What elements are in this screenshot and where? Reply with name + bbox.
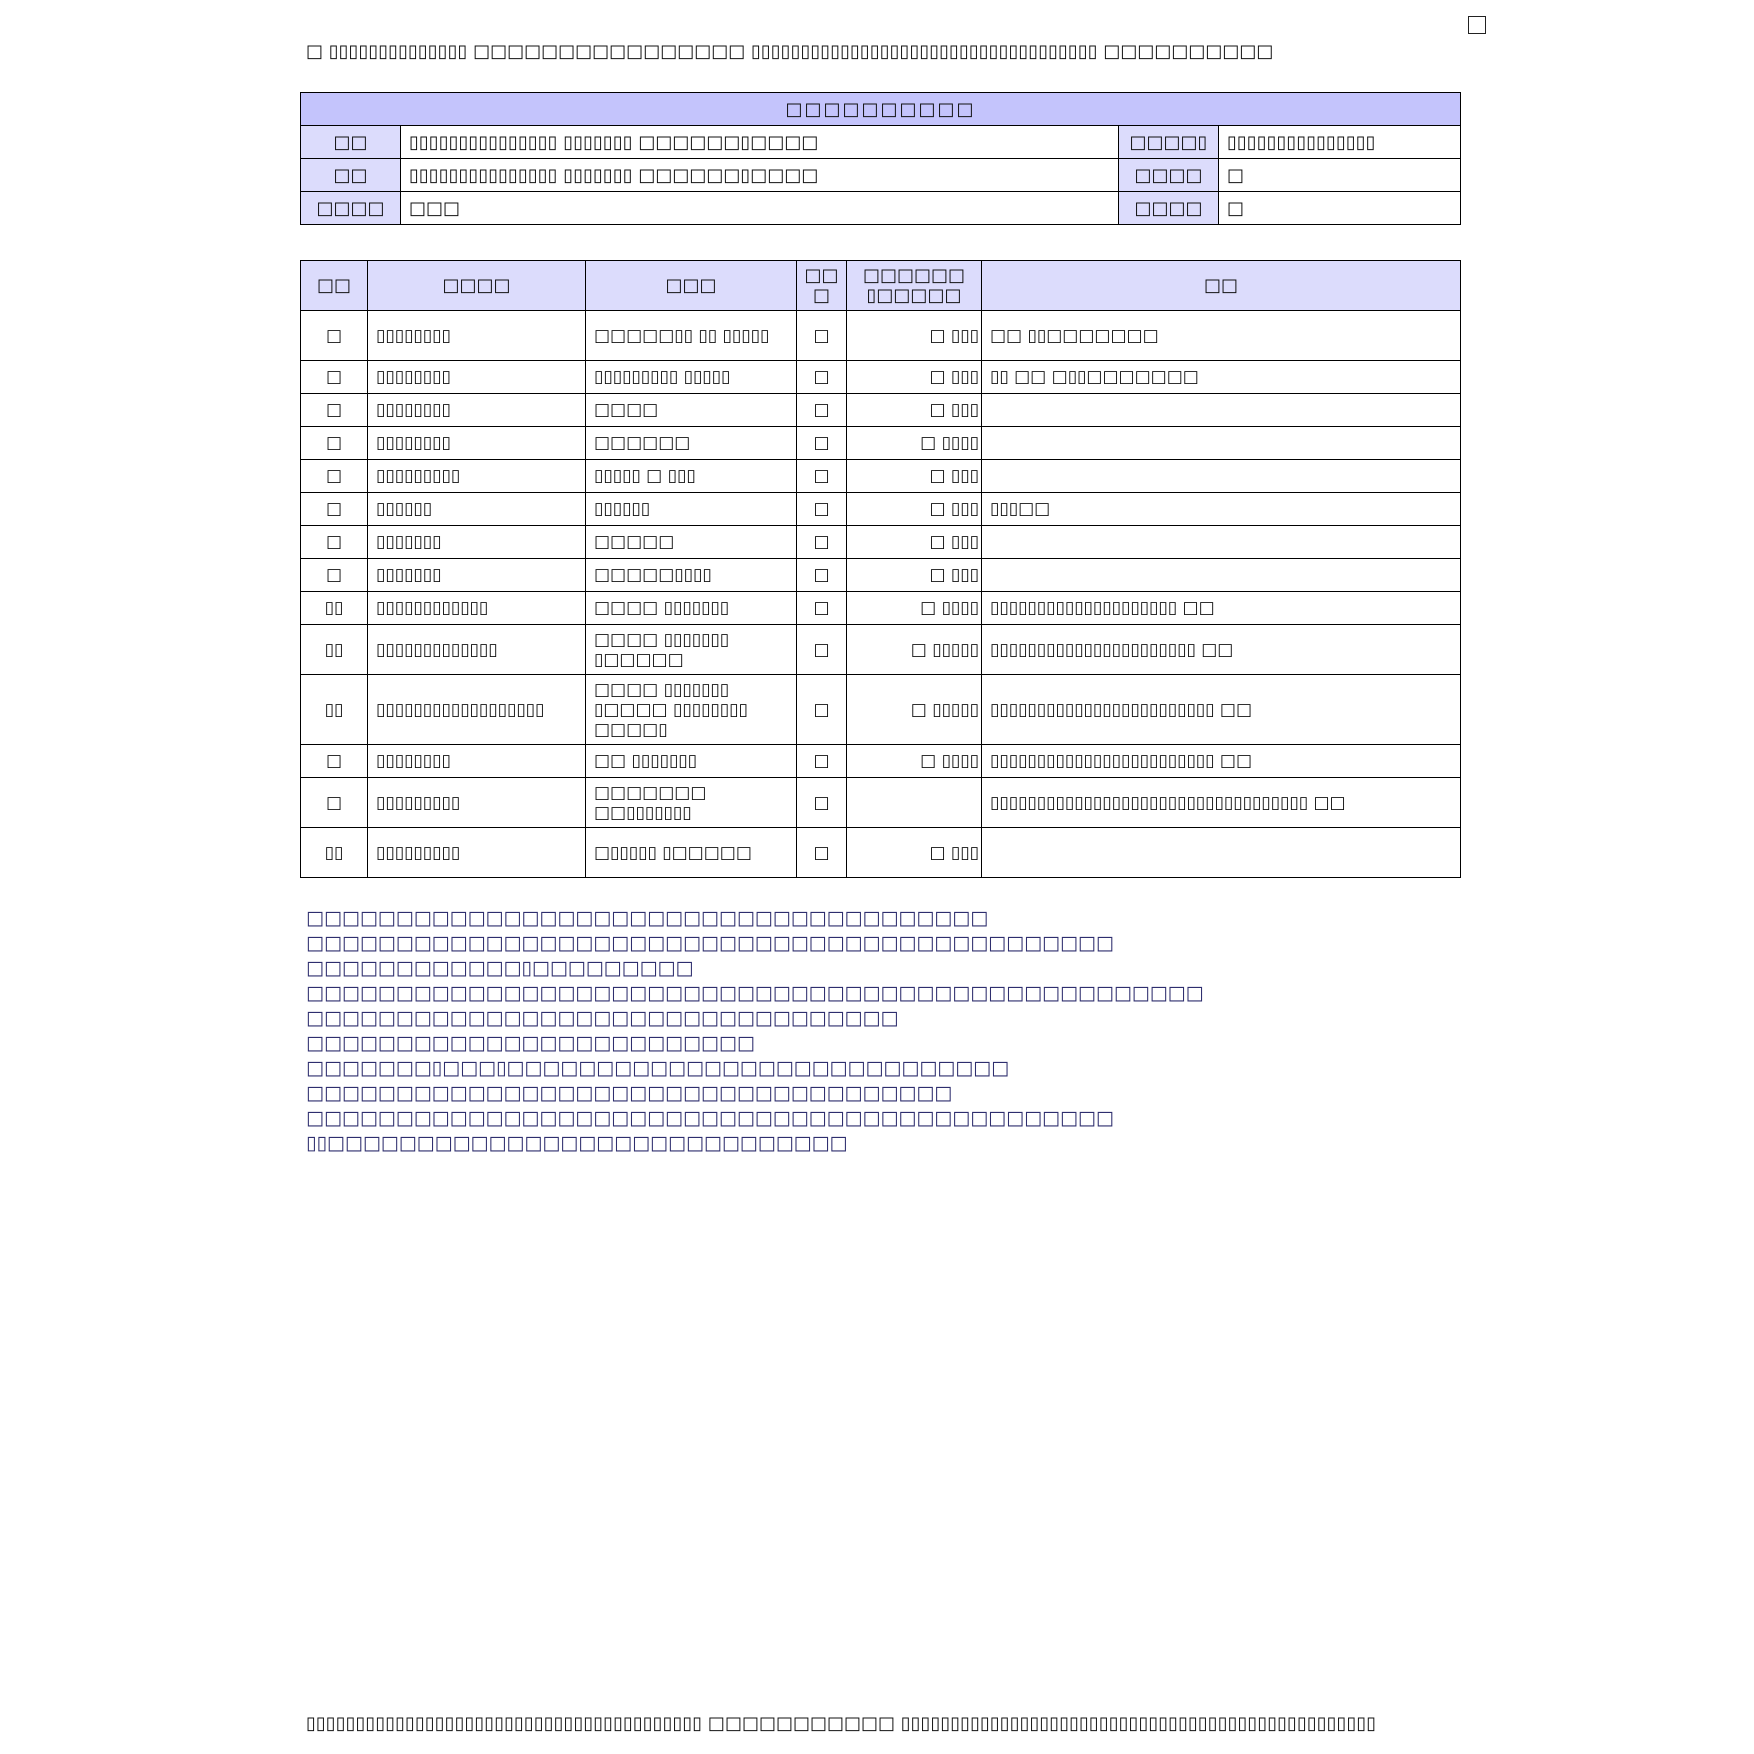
cell-included: □ xyxy=(797,460,847,493)
info-table xyxy=(300,92,1461,225)
cell-included: □ xyxy=(797,778,847,828)
info-value: ▯▯▯▯▯▯▯▯▯▯▯▯▯▯▯ ▯▯▯▯▯▯▯ □□□□□□▯□□□□ xyxy=(401,159,1119,192)
cell-note xyxy=(982,526,1461,559)
cell-code: ▯▯▯▯▯▯▯▯ xyxy=(368,394,586,427)
cell-name: □□□□□▯▯ ▯▯ ▯▯▯▯▯ xyxy=(586,311,797,361)
cell-value: □ ▯▯▯▯▯ xyxy=(847,625,982,675)
table-row xyxy=(301,745,1461,778)
column-header-name: □□□ xyxy=(586,261,797,311)
note-line: □□□□□□□▯□□□▯□□□□□□□□□□□□□□□□□□□□□□□□□□□□ xyxy=(306,1057,1010,1079)
cell-value: □ ▯▯▯▯ xyxy=(847,745,982,778)
info-label: □□□□▯ xyxy=(1119,126,1219,159)
cell-included: □ xyxy=(797,675,847,745)
cell-code: ▯▯▯▯▯▯▯▯▯▯▯▯ xyxy=(368,592,586,625)
note-line: □□□□□□□□□□□□□□□□□□□□□□□□□□□□□□□□□□□□□□□□□□□□□ xyxy=(306,1107,1114,1129)
cell-no: □ xyxy=(301,311,368,361)
note-line: □□□□□□□□□□□□▯□□□□□□□□□ xyxy=(306,957,694,979)
cell-note: ▯▯▯□□ xyxy=(982,493,1461,526)
column-header-no: □□ xyxy=(301,261,368,311)
cell-note: ▯▯▯▯▯▯▯▯▯▯▯▯▯▯▯▯▯▯▯▯▯▯▯▯▯▯▯▯▯▯▯▯▯▯ □□ xyxy=(982,778,1461,828)
cell-value: □ ▯▯▯ xyxy=(847,460,982,493)
table-row xyxy=(301,625,1461,675)
info-value: □ xyxy=(1219,159,1461,192)
cell-code: ▯▯▯▯▯▯▯ xyxy=(368,526,586,559)
table-row xyxy=(301,361,1461,394)
cell-value: □ ▯▯▯▯ xyxy=(847,427,982,460)
column-header-code: □□□□ xyxy=(368,261,586,311)
info-value: ▯▯▯▯▯▯▯▯▯▯▯▯▯▯▯ xyxy=(1219,126,1461,159)
cell-name: □□□□□□ xyxy=(586,427,797,460)
column-header-value: □□□□□□ ▯□□□□□ xyxy=(847,261,982,311)
note-line: □□□□□□□□□□□□□□□□□□□□□□□□□□□□□□□□□□□□□□□□□□□□□ xyxy=(306,932,1114,954)
note-line: □□□□□□□□□□□□□□□□□□□□□□□□□□□□□□□□□□□□□□ xyxy=(306,907,989,929)
cell-name: □▯▯▯▯▯ ▯□□□□□ xyxy=(586,828,797,878)
column-header-included: □□ □ xyxy=(797,261,847,311)
cell-code: ▯▯▯▯▯▯▯▯▯▯▯▯▯▯▯▯▯▯ xyxy=(368,675,586,745)
note-line: □□□□□□□□□□□□□□□□□□□□□□□□□□□□□□□□□□□□ xyxy=(306,1082,953,1104)
cell-included: □ xyxy=(797,311,847,361)
table-row xyxy=(301,460,1461,493)
table-row xyxy=(301,675,1461,745)
cell-note: ▯▯▯▯▯▯▯▯▯▯▯▯▯▯▯▯▯▯▯▯ □□ xyxy=(982,592,1461,625)
cell-included: □ xyxy=(797,559,847,592)
cell-name: □□□□ ▯▯▯▯▯▯▯ ▯□□□□□ xyxy=(586,625,797,675)
column-header-note: □□ xyxy=(982,261,1461,311)
corner-checkbox-mark xyxy=(1468,16,1486,34)
info-label: □□□□ xyxy=(1119,159,1219,192)
cell-value: □ ▯▯▯▯▯ xyxy=(847,675,982,745)
table-row xyxy=(301,778,1461,828)
notes-section xyxy=(306,906,1466,1156)
table-row xyxy=(301,828,1461,878)
cell-included: □ xyxy=(797,493,847,526)
cell-note xyxy=(982,394,1461,427)
cell-code: ▯▯▯▯▯▯▯▯▯ xyxy=(368,460,586,493)
table-row xyxy=(301,559,1461,592)
cell-included: □ xyxy=(797,745,847,778)
info-row xyxy=(301,192,1461,225)
page-footer: ▯▯▯▯▯▯▯▯▯▯▯▯▯▯▯▯▯▯▯▯▯▯▯▯▯▯▯▯▯▯▯▯▯▯▯▯▯▯▯▯ □□□□□□□□□□□ ▯▯▯▯▯▯▯▯▯▯▯▯▯▯▯▯▯▯▯▯▯▯▯▯▯▯▯▯▯▯▯▯▯▯▯▯▯▯▯▯▯▯▯▯▯▯▯▯ xyxy=(306,1713,1377,1734)
cell-name: □□ ▯▯▯▯▯▯▯ xyxy=(586,745,797,778)
cell-code: ▯▯▯▯▯▯▯ xyxy=(368,559,586,592)
info-value: □□□ xyxy=(401,192,1119,225)
cell-no: ▯▯ xyxy=(301,828,368,878)
cell-code: ▯▯▯▯▯▯ xyxy=(368,493,586,526)
cell-value: □ ▯▯▯ xyxy=(847,361,982,394)
cell-name: ▯▯▯▯▯ □ ▯▯▯ xyxy=(586,460,797,493)
info-row xyxy=(301,159,1461,192)
cell-included: □ xyxy=(797,427,847,460)
note-line: □□□□□□□□□□□□□□□□□□□□□□□□□□□□□□□□□ xyxy=(306,1007,899,1029)
cell-note xyxy=(982,559,1461,592)
table-row xyxy=(301,427,1461,460)
table-row xyxy=(301,493,1461,526)
info-label: □□□□ xyxy=(1119,192,1219,225)
cell-no: □ xyxy=(301,361,368,394)
cell-value: □ ▯▯▯ xyxy=(847,493,982,526)
cell-note: ▯▯▯▯▯▯▯▯▯▯▯▯▯▯▯▯▯▯▯▯▯▯▯▯ □□ xyxy=(982,745,1461,778)
cell-included: □ xyxy=(797,625,847,675)
cell-no: ▯▯ xyxy=(301,592,368,625)
table-row xyxy=(301,394,1461,427)
items-table xyxy=(300,260,1461,878)
cell-name: ▯▯▯▯▯▯ xyxy=(586,493,797,526)
cell-no: □ xyxy=(301,460,368,493)
info-value: □ xyxy=(1219,192,1461,225)
info-row xyxy=(301,126,1461,159)
cell-code: ▯▯▯▯▯▯▯▯▯ xyxy=(368,778,586,828)
cell-no: □ xyxy=(301,493,368,526)
cell-no: □ xyxy=(301,427,368,460)
cell-no: ▯▯ xyxy=(301,675,368,745)
cell-value: □ ▯▯▯ xyxy=(847,559,982,592)
note-line: □□□□□□□□□□□□□□□□□□□□□□□□□ xyxy=(306,1032,755,1054)
cell-included: □ xyxy=(797,394,847,427)
info-label: □□ xyxy=(301,126,401,159)
cell-name: □□□□□ xyxy=(586,526,797,559)
cell-value: □ ▯▯▯ xyxy=(847,828,982,878)
cell-included: □ xyxy=(797,592,847,625)
cell-note xyxy=(982,460,1461,493)
cell-no: □ xyxy=(301,526,368,559)
cell-note xyxy=(982,828,1461,878)
cell-code: ▯▯▯▯▯▯▯▯ xyxy=(368,361,586,394)
cell-name: □□□□□□□ □□▯▯▯▯▯▯▯ xyxy=(586,778,797,828)
cell-name: □□□□□▯▯▯▯ xyxy=(586,559,797,592)
cell-code: ▯▯▯▯▯▯▯▯ xyxy=(368,427,586,460)
cell-value: □ ▯▯▯▯ xyxy=(847,592,982,625)
cell-no: □ xyxy=(301,778,368,828)
cell-value: □ ▯▯▯ xyxy=(847,311,982,361)
items-header-row xyxy=(301,261,1461,311)
cell-code: ▯▯▯▯▯▯▯▯▯▯▯▯▯ xyxy=(368,625,586,675)
note-line: □□□□□□□□□□□□□□□□□□□□□□□□□□□□□□□□□□□□□□□□□□□□□□□□□□ xyxy=(306,982,1204,1004)
table-row xyxy=(301,592,1461,625)
cell-name: □□□□ xyxy=(586,394,797,427)
table-row xyxy=(301,311,1461,361)
cell-name: □□□□ ▯▯▯▯▯▯▯ xyxy=(586,592,797,625)
cell-no: □ xyxy=(301,745,368,778)
info-label: □□ xyxy=(301,159,401,192)
page-header: □ ▯▯▯▯▯▯▯▯▯▯▯▯▯▯ □□□□□□□□□□□□□□□□ ▯▯▯▯▯▯▯▯▯▯▯▯▯▯▯▯▯▯▯▯▯▯▯▯▯▯▯▯▯▯▯▯▯▯▯ □□□□□□□□□□ xyxy=(306,41,1274,62)
cell-value: □ ▯▯▯ xyxy=(847,394,982,427)
table-row xyxy=(301,526,1461,559)
cell-code: ▯▯▯▯▯▯▯▯ xyxy=(368,311,586,361)
cell-name: ▯▯▯▯▯▯▯▯▯ ▯▯▯▯▯ xyxy=(586,361,797,394)
cell-name: □□□□ ▯▯▯▯▯▯▯ ▯□□□□ ▯▯▯▯▯▯▯▯ □□□□▯ xyxy=(586,675,797,745)
info-label: □□□□ xyxy=(301,192,401,225)
cell-note: ▯▯▯▯▯▯▯▯▯▯▯▯▯▯▯▯▯▯▯▯▯▯▯▯ □□ xyxy=(982,675,1461,745)
cell-no: □ xyxy=(301,394,368,427)
cell-included: □ xyxy=(797,828,847,878)
cell-note: ▯▯▯▯▯▯▯▯▯▯▯▯▯▯▯▯▯▯▯▯▯▯ □□ xyxy=(982,625,1461,675)
cell-included: □ xyxy=(797,361,847,394)
note-line: ▯▯□□□□□□□□□□□□□□□□□□□□□□□□□□□□□ xyxy=(306,1132,848,1154)
cell-code: ▯▯▯▯▯▯▯▯ xyxy=(368,745,586,778)
cell-value: □ ▯▯▯ xyxy=(847,526,982,559)
cell-code: ▯▯▯▯▯▯▯▯▯ xyxy=(368,828,586,878)
cell-value xyxy=(847,778,982,828)
cell-note xyxy=(982,427,1461,460)
cell-note: □□ ▯▯□□□□□□□ xyxy=(982,311,1461,361)
cell-note: ▯▯ □□ □▯▯□□□□□□□ xyxy=(982,361,1461,394)
info-table-title: □□□□□□□□□□ xyxy=(301,93,1461,126)
cell-no: ▯▯ xyxy=(301,625,368,675)
cell-no: □ xyxy=(301,559,368,592)
cell-included: □ xyxy=(797,526,847,559)
info-value: ▯▯▯▯▯▯▯▯▯▯▯▯▯▯▯ ▯▯▯▯▯▯▯ □□□□□□▯□□□□ xyxy=(401,126,1119,159)
